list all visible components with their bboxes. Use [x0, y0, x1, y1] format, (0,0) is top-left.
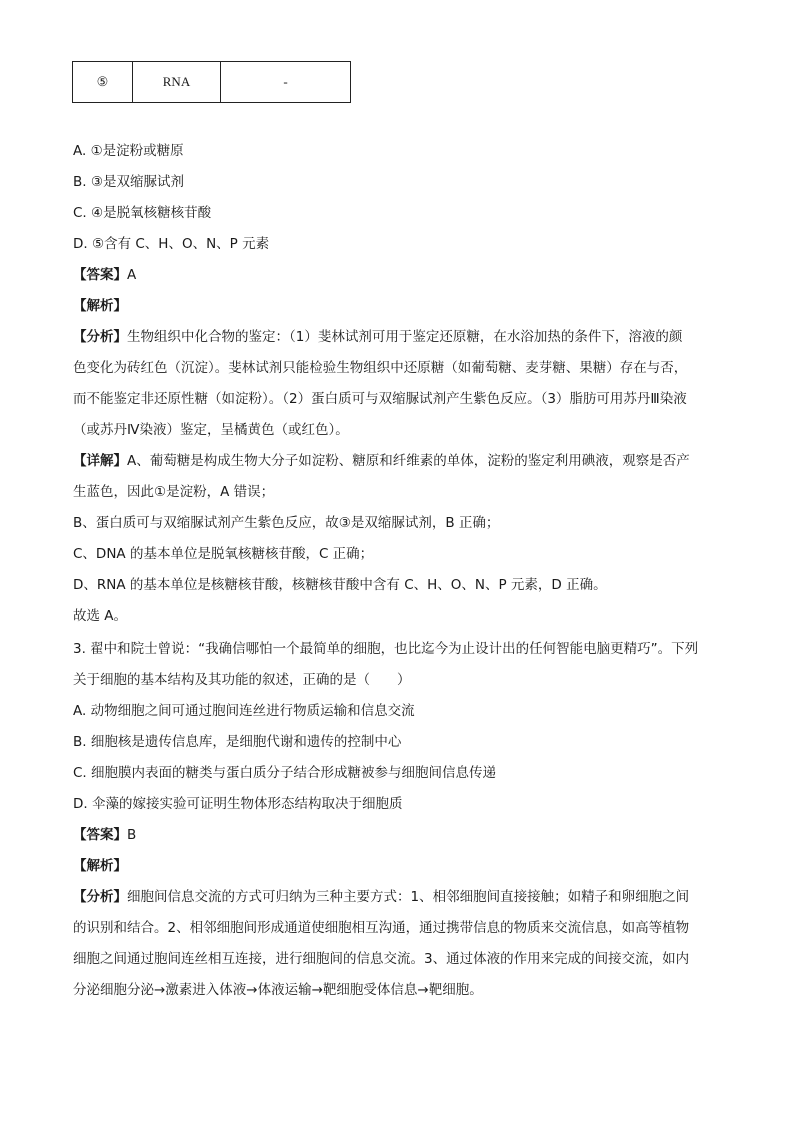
- analysis-head-tag: 【分析】: [73, 889, 127, 905]
- q2-analysis-tag: [73, 297, 127, 315]
- q2-option-c: C. ④是脱氧核糖核苷酸: [73, 205, 212, 221]
- answer-tag: 【答案】: [73, 827, 127, 843]
- q2-analysis-line-4: （或苏丹Ⅳ染液）鉴定，呈橘黄色（或红色）。: [73, 422, 349, 438]
- q3-answer: [73, 826, 136, 844]
- q3-analysis-line-4: 分泌细胞分泌→激素进入体液→体液运输→靶细胞受体信息→靶细胞。: [73, 982, 483, 998]
- analysis-tag: 【解析】: [73, 858, 127, 874]
- q2-detail-line-1: [73, 452, 690, 470]
- q3-option-a: A. 动物细胞之间可通过胞间连丝进行物质运输和信息交流: [73, 703, 415, 719]
- q2-analysis-line-1: [73, 328, 682, 346]
- q2-answer: [73, 266, 136, 284]
- q3-analysis-tag: [73, 857, 127, 875]
- q2-detail-line-6: 故选 A。: [73, 608, 128, 624]
- q3-stem-line-2: 关于细胞的基本结构及其功能的叙述，正确的是（ ）: [73, 672, 411, 688]
- q3-option-c: C. 细胞膜内表面的糖类与蛋白质分子结合形成糖被参与细胞间信息传递: [73, 765, 497, 781]
- q2-detail-line-2: 生蓝色，因此①是淀粉，A 错误；: [73, 484, 275, 500]
- q2-option-a: A. ①是淀粉或糖原: [73, 143, 184, 159]
- analysis-text: 生物组织中化合物的鉴定：（1）斐林试剂可用于鉴定还原糖，在水浴加热的条件下，溶液的颜: [127, 329, 683, 345]
- detail-tag: 【详解】: [73, 453, 127, 469]
- q2-option-b: B. ③是双缩脲试剂: [73, 174, 184, 190]
- table-cell-compound: RNA: [133, 62, 221, 103]
- analysis-head-tag: 【分析】: [73, 329, 127, 345]
- table-row: [73, 62, 351, 103]
- answer-value: A: [127, 267, 137, 283]
- detail-text: A、葡萄糖是构成生物大分子如淀粉、糖原和纤维素的单体，淀粉的鉴定利用碘液，观察是否产: [127, 453, 690, 469]
- q2-detail-line-5: D、RNA 的基本单位是核糖核苷酸，核糖核苷酸中含有 C、H、O、N、P 元素，D 正确。: [73, 577, 607, 593]
- q2-option-d: D. ⑤含有 C、H、O、N、P 元素: [73, 236, 270, 252]
- q2-analysis-line-3: 而不能鉴定非还原性糖（如淀粉）。（2）蛋白质可与双缩脲试剂产生紫色反应。（3）脂肪可用苏丹Ⅲ染液: [73, 391, 687, 407]
- answer-tag: 【答案】: [73, 267, 127, 283]
- q2-detail-line-4: C、DNA 的基本单位是脱氧核糖核苷酸，C 正确；: [73, 546, 374, 562]
- analysis-tag: 【解析】: [73, 298, 127, 314]
- compound-table: [72, 61, 351, 103]
- answer-value: B: [127, 827, 137, 843]
- q3-option-d: D. 伞藻的嫁接实验可证明生物体形态结构取决于细胞质: [73, 796, 403, 812]
- table-cell-reagent: -: [221, 62, 351, 103]
- q3-analysis-line-2: 的识别和结合。2、相邻细胞间形成通道使细胞相互沟通，通过携带信息的物质来交流信息，如高等植物: [73, 920, 690, 936]
- q2-analysis-line-2: 色变化为砖红色（沉淀）。斐林试剂只能检验生物组织中还原糖（如葡萄糖、麦芽糖、果糖）存在与否，: [73, 360, 688, 376]
- q3-analysis-line-1: [73, 888, 689, 906]
- q3-option-b: B. 细胞核是遗传信息库，是细胞代谢和遗传的控制中心: [73, 734, 402, 750]
- q2-detail-line-3: B、蛋白质可与双缩脲试剂产生紫色反应，故③是双缩脲试剂，B 正确；: [73, 515, 500, 531]
- q3-analysis-line-3: 细胞之间通过胞间连丝相互连接，进行细胞间的信息交流。3、通过体液的作用来完成的间接交流，如内: [73, 951, 690, 967]
- table-cell-number: ⑤: [73, 62, 133, 103]
- analysis-text: 细胞间信息交流的方式可归纳为三种主要方式：1、相邻细胞间直接接触；如精子和卵细胞之间: [127, 889, 690, 905]
- q3-stem-line-1: 3. 翟中和院士曾说：“我确信哪怕一个最简单的细胞，也比迄今为止设计出的任何智能电脑更精巧”。下列: [73, 641, 699, 657]
